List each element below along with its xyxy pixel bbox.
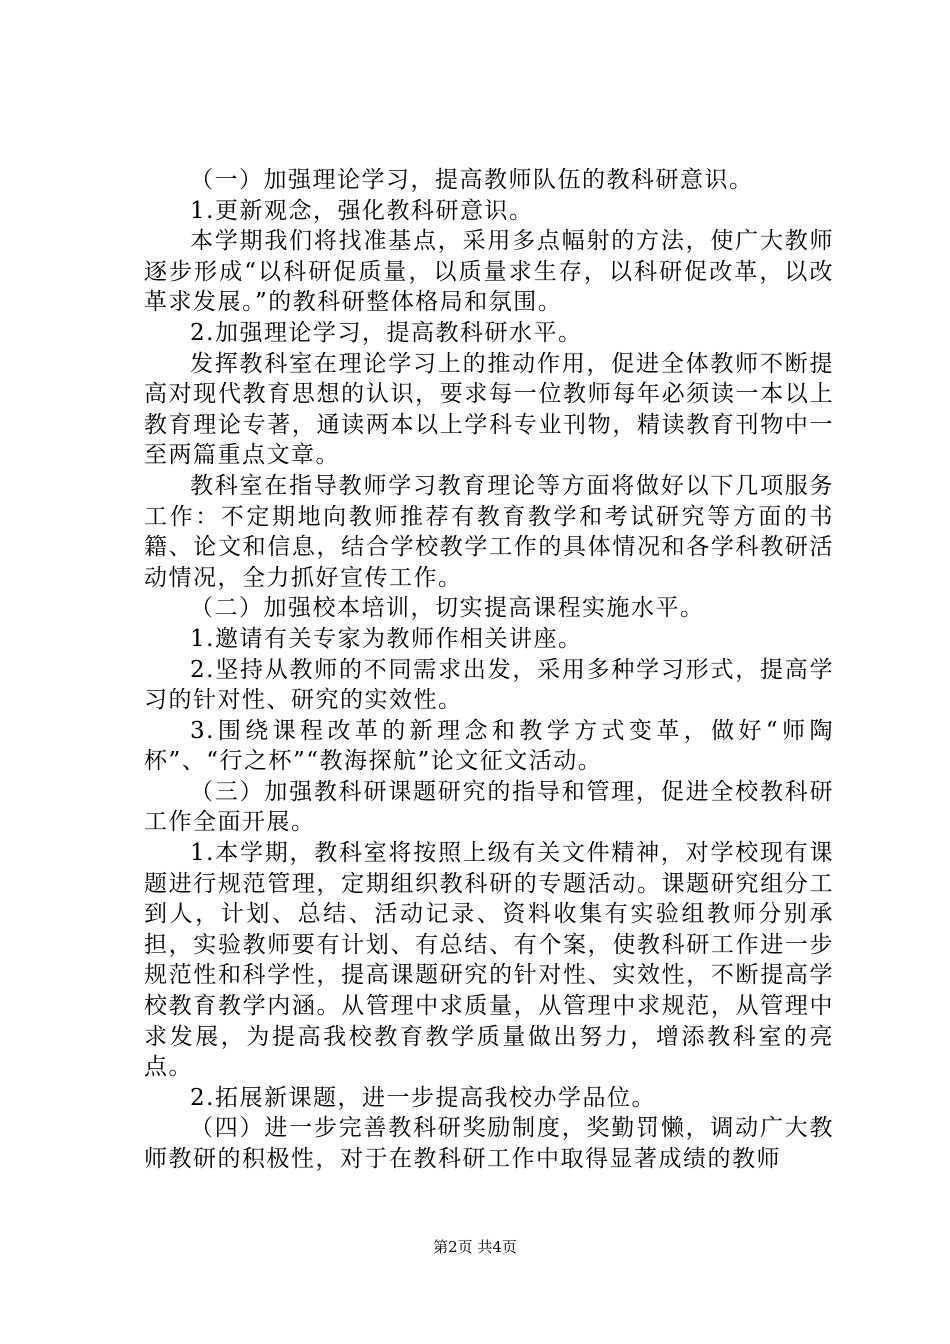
paragraph-3-2: 2.拓展新课题，进一步提高我校办学品位。 — [190, 1084, 656, 1111]
paragraph-2-2: 2.坚持从教师的不同需求出发，采用多种学习形式，提高学习的针对性、研究的实效性。 — [144, 656, 834, 714]
paragraph-1-1-body: 本学期我们将找准基点，采用多点幅射的方法，使广大教师逐步形成“以科研促质量，以质量求生存，以科研促改革，以改革求发展。”的教科研整体格局和氛围。 — [144, 228, 834, 316]
paragraph-2-1: 1.邀请有关专家为教师作相关讲座。 — [190, 625, 583, 652]
paragraph-section-4-heading: （四）进一步完善教科研奖励制度，奖勤罚懒，调动广大教师教研的积极性，对于在教科研工作中取得显著成绩的教师 — [144, 1115, 834, 1172]
paragraph-1-2-services: 教科室在指导教师学习教育理论等方面将做好以下几项服务工作：不定期地向教师推荐有教育教学和考试研究等方面的书籍、论文和信息，结合学校教学工作的具体情况和各学科教研活动情况，全力抓好宣传工作。 — [144, 472, 834, 591]
paragraph-2-3: 3.围绕课程改革的新理念和教学方式变革，做好“师陶杯”、“行之杯”“教海探航”论文征文活动。 — [144, 717, 834, 775]
paragraph-1-1-heading: 1.更新观念，强化教科研意识。 — [190, 197, 534, 224]
page-number-footer: 第2页 共4页 — [433, 1238, 517, 1256]
paragraph-3-1: 1.本学期，教科室将按照上级有关文件精神，对学校现有课题进行规范管理，定期组织教科研的专题活动。课题研究组分工到人，计划、总结、活动记录、资料收集有实验组教师分别承担，实验教师要有计划、有总结、有个案，使教科研工作进一步规范性和科学性，提高课题研究的针对性、实效性，不断提高学校教育教学内涵。从管理中求质量，从管理中求规范，从管理中求发展，为提高我校教育教学质量做出努力，增添教科室的亮点。 — [144, 840, 834, 1081]
document-body — [144, 165, 834, 1175]
paragraph-section-2-heading: （二）加强校本培训，切实提高课程实施水平。 — [190, 595, 705, 622]
paragraph-1-2-body: 发挥教科室在理论学习上的推动作用，促进全体教师不断提高对现代教育思想的认识，要求每一位教师每年必须读一本以上教育理论专著，通读两本以上学科专业刊物，精读教育刊物中一至两篇重点文章。 — [144, 350, 834, 469]
paragraph-section-1-heading: （一）加强理论学习，提高教师队伍的教科研意识。 — [190, 167, 754, 193]
paragraph-1-2-heading: 2.加强理论学习，提高教科研水平。 — [190, 319, 583, 346]
paragraph-section-3-heading: （三）加强教科研课题研究的指导和管理，促进全校教科研工作全面开展。 — [144, 778, 834, 836]
